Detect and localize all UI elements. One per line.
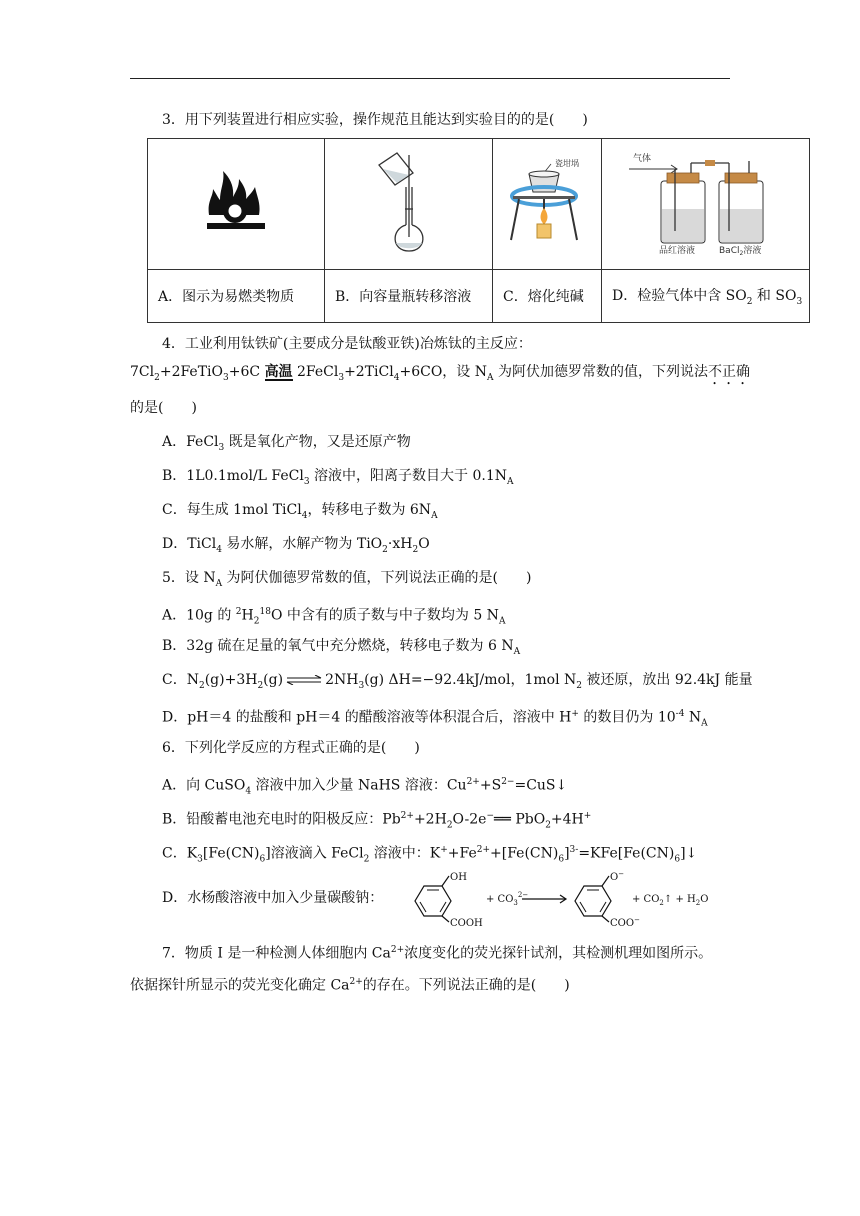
q5-option-c: C．$N_2(g)+3H_2(g)$ $2NH_3(g)$ ΔH=−92.4kJ/mol，1mol $N_2$ 被还原，放出 92.4kJ 能量 bbox=[162, 672, 753, 691]
q7-stem-line2: 依据探针所显示的荧光变化确定 $Ca^{2+}$的存在。下列说法正确的是( ) bbox=[130, 977, 570, 994]
q3-image-c-cell bbox=[493, 139, 602, 270]
gas-washing-bottles-icon bbox=[621, 147, 791, 257]
left-bottle-label: 品红溶液 bbox=[658, 246, 695, 256]
q6-option-b: B．铅酸蓄电池充电时的阳极反应：$Pb^{2+}+2H_2O-2e^-══$ PbO$_2$+4H+ bbox=[162, 811, 592, 831]
reaction-products: + $CO_2↑ + H_2O$ bbox=[632, 894, 709, 907]
q3-table bbox=[147, 138, 810, 323]
q3-option-c: C．熔化纯碱 bbox=[493, 270, 602, 323]
equilibrium-arrow-icon bbox=[286, 675, 322, 685]
q3-option-b: B．向容量瓶转移溶液 bbox=[325, 270, 493, 323]
q4-option-c: C．每生成 1mol TiCl$_4$，转移电子数为 $6N_A$ bbox=[162, 502, 438, 521]
header-rule bbox=[130, 78, 730, 79]
q4-option-b: B．1L0.1mol/L FeCl$_3$ 溶液中，阳离子数目大于 $0.1N_A$ bbox=[162, 468, 514, 487]
q6-stem: 6．下列化学反应的方程式正确的是( ) bbox=[162, 740, 420, 756]
crucible-on-tripod-icon bbox=[497, 152, 597, 252]
carbonate-ion: + $CO_3^{2-}$ bbox=[486, 891, 529, 907]
q5-option-a: A．10g 的 $^2H_2^{18}O$ 中含有的质子数与中子数均为 5 $N_A$ bbox=[162, 607, 506, 627]
q3-option-a: A．图示为易燃类物质 bbox=[148, 270, 325, 323]
reaction-condition: 高温 bbox=[264, 364, 293, 380]
q4-stem-cont: 的是( ) bbox=[130, 400, 197, 416]
q3-image-a-cell bbox=[148, 139, 325, 270]
q5-stem: 5．设 $N_A$ 为阿伏伽德罗常数的值，下列说法正确的是( ) bbox=[162, 570, 532, 589]
flammable-symbol-icon bbox=[201, 167, 271, 237]
hydroxyl-group: OH bbox=[450, 872, 467, 883]
q4-option-d: D．TiCl$_4$ 易水解，水解产物为 $TiO_2\cdot xH_2O$ bbox=[162, 536, 430, 555]
q3-option-d: D．检验气体中含 $SO_2$ 和 $SO_3$ bbox=[602, 270, 810, 323]
q4-stem: 4．工业利用钛铁矿(主要成分是钛酸亚铁)冶炼钛的主反应： bbox=[162, 336, 532, 352]
phenoxide-group: O− bbox=[610, 870, 625, 883]
q4-option-a: A．FeCl$_3$ 既是氧化产物，又是还原产物 bbox=[162, 434, 411, 453]
q4-equation: $7Cl_2+2FeTiO_3+6C$ 高温 2FeCl$_3$+2TiCl$_4$+6CO，设 $N_A$ 为阿伏加德罗常数的值，下列说法不正确 bbox=[130, 364, 750, 383]
carboxylate-group: COO− bbox=[610, 916, 640, 928]
q5-option-b: B．32g 硫在足量的氧气中充分燃烧，转移电子数为 6 $N_A$ bbox=[162, 638, 521, 657]
q3-image-d-cell bbox=[602, 139, 810, 270]
right-bottle-label: BaCl$_2$溶液 bbox=[718, 246, 761, 257]
volumetric-flask-transfer-icon bbox=[369, 147, 449, 257]
q3-image-b-cell bbox=[325, 139, 493, 270]
q3-stem: 3．用下列装置进行相应实验，操作规范且能达到实验目的的是( ) bbox=[162, 112, 588, 128]
q5-option-d: D．pH＝4 的盐酸和 pH＝4 的醋酸溶液等体积混合后，溶液中 H+ 的数目仍为 $10^{-4}$ $N_A$ bbox=[162, 709, 708, 729]
q6-option-c: C．$K_3[Fe(CN)_6]$溶液滴入 FeCl$_2$ 溶液中：$K^++Fe^{2+}+[Fe(CN)_6]^{3-}=KFe[Fe(CN)_6]↓$ bbox=[162, 845, 698, 865]
gas-label: 气体 bbox=[632, 154, 651, 164]
crucible-label: 瓷坩埚 bbox=[555, 159, 579, 168]
q6-option-d-label: D．水杨酸溶液中加入少量碳酸钠： bbox=[162, 890, 384, 906]
q7-stem-line1: 7．物质 I 是一种检测人体细胞内 $Ca^{2+}$浓度变化的荧光探针试剂，其检测机理如图所示。 bbox=[162, 945, 713, 962]
salicylic-acid-reaction bbox=[394, 868, 714, 928]
emphasis-text: 不正确 bbox=[707, 364, 750, 380]
carboxyl-group: COOH bbox=[450, 918, 483, 928]
q6-option-a: A．向 CuSO$_4$ 溶液中加入少量 NaHS 溶液：$Cu^{2+}+S^{2-}=CuS↓$ bbox=[162, 777, 568, 797]
